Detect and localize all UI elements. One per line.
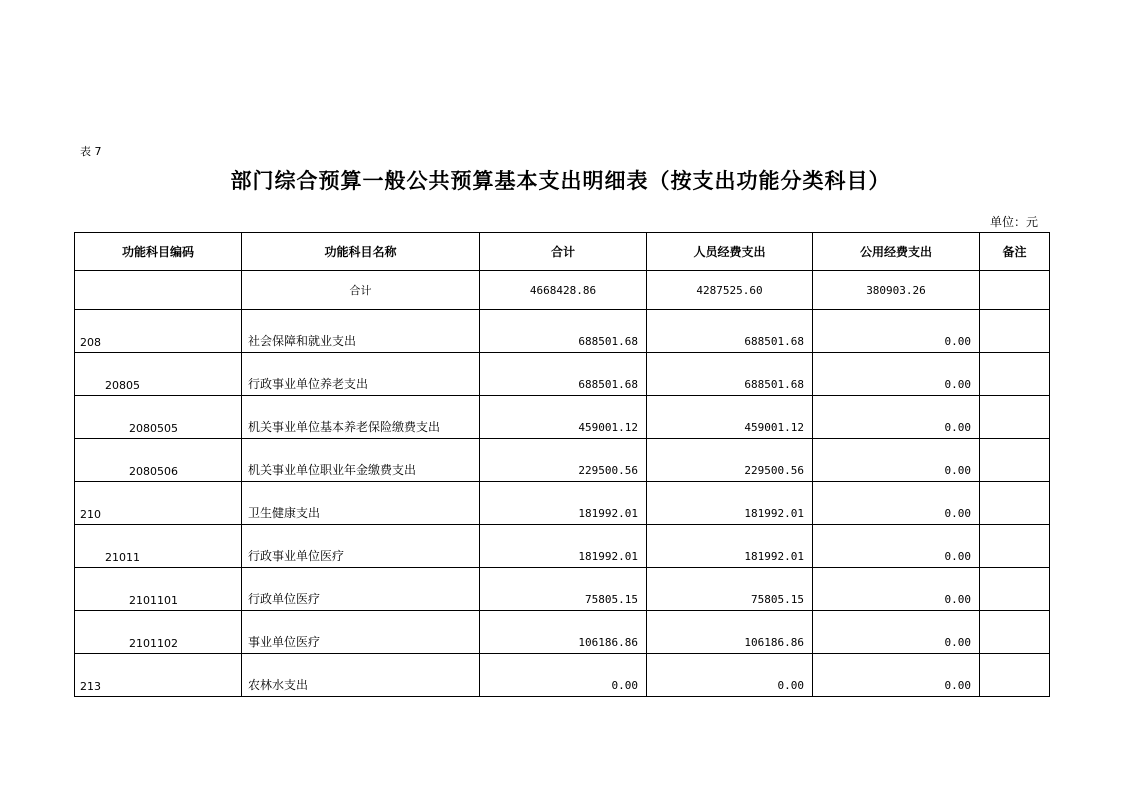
row-public: 0.00 (813, 525, 980, 568)
row-name: 农林水支出 (242, 654, 480, 697)
row-personnel: 688501.68 (647, 353, 813, 396)
total-sum: 4668428.86 (480, 271, 647, 310)
table-row (75, 482, 1050, 525)
row-total: 688501.68 (480, 310, 647, 353)
row-total: 0.00 (480, 654, 647, 697)
document-title: 部门综合预算一般公共预算基本支出明细表（按支出功能分类科目） (230, 169, 891, 193)
row-personnel: 106186.86 (647, 611, 813, 654)
row-personnel: 75805.15 (647, 568, 813, 611)
row-note (980, 654, 1050, 697)
row-personnel: 459001.12 (647, 396, 813, 439)
row-total: 106186.86 (480, 611, 647, 654)
row-note (980, 439, 1050, 482)
row-name: 机关事业单位职业年金缴费支出 (242, 439, 480, 482)
table-row (75, 439, 1050, 482)
row-total: 688501.68 (480, 353, 647, 396)
row-personnel: 181992.01 (647, 525, 813, 568)
header-public: 公用经费支出 (813, 233, 980, 271)
row-note (980, 353, 1050, 396)
row-public: 0.00 (813, 310, 980, 353)
row-public: 0.00 (813, 439, 980, 482)
table-row (75, 525, 1050, 568)
row-code: 210 (75, 482, 242, 525)
row-note (980, 568, 1050, 611)
row-code: 21011 (75, 525, 242, 568)
row-note (980, 396, 1050, 439)
row-code: 20805 (75, 353, 242, 396)
row-total: 75805.15 (480, 568, 647, 611)
row-total: 181992.01 (480, 482, 647, 525)
total-label: 合计 (242, 271, 480, 310)
row-public: 0.00 (813, 396, 980, 439)
total-public: 380903.26 (813, 271, 980, 310)
row-note (980, 310, 1050, 353)
row-name: 卫生健康支出 (242, 482, 480, 525)
row-public: 0.00 (813, 568, 980, 611)
row-name: 行政事业单位养老支出 (242, 353, 480, 396)
table-row (75, 310, 1050, 353)
header-name: 功能科目名称 (242, 233, 480, 271)
unit-label: 单位：元 (990, 215, 1039, 229)
budget-table (74, 232, 1050, 697)
header-personnel: 人员经费支出 (647, 233, 813, 271)
total-code-cell (75, 271, 242, 310)
row-public: 0.00 (813, 482, 980, 525)
row-code: 2080505 (75, 396, 242, 439)
row-personnel: 181992.01 (647, 482, 813, 525)
row-name: 机关事业单位基本养老保险缴费支出 (242, 396, 480, 439)
row-note (980, 482, 1050, 525)
row-code: 208 (75, 310, 242, 353)
row-name: 行政事业单位医疗 (242, 525, 480, 568)
row-total: 229500.56 (480, 439, 647, 482)
row-code: 213 (75, 654, 242, 697)
table-number: 表 7 (80, 145, 102, 158)
table-row (75, 611, 1050, 654)
row-public: 0.00 (813, 353, 980, 396)
table-header-row (75, 233, 1050, 271)
table-row (75, 353, 1050, 396)
table-row (75, 654, 1050, 697)
row-name: 事业单位医疗 (242, 611, 480, 654)
row-public: 0.00 (813, 654, 980, 697)
row-personnel: 688501.68 (647, 310, 813, 353)
total-note (980, 271, 1050, 310)
row-personnel: 0.00 (647, 654, 813, 697)
row-note (980, 525, 1050, 568)
row-code: 2101101 (75, 568, 242, 611)
row-total: 459001.12 (480, 396, 647, 439)
total-row (75, 271, 1050, 310)
row-code: 2080506 (75, 439, 242, 482)
table-row (75, 396, 1050, 439)
header-total: 合计 (480, 233, 647, 271)
row-note (980, 611, 1050, 654)
row-name: 社会保障和就业支出 (242, 310, 480, 353)
row-total: 181992.01 (480, 525, 647, 568)
row-personnel: 229500.56 (647, 439, 813, 482)
header-code: 功能科目编码 (75, 233, 242, 271)
header-note: 备注 (980, 233, 1050, 271)
table-row (75, 568, 1050, 611)
total-personnel: 4287525.60 (647, 271, 813, 310)
row-public: 0.00 (813, 611, 980, 654)
row-name: 行政单位医疗 (242, 568, 480, 611)
row-code: 2101102 (75, 611, 242, 654)
